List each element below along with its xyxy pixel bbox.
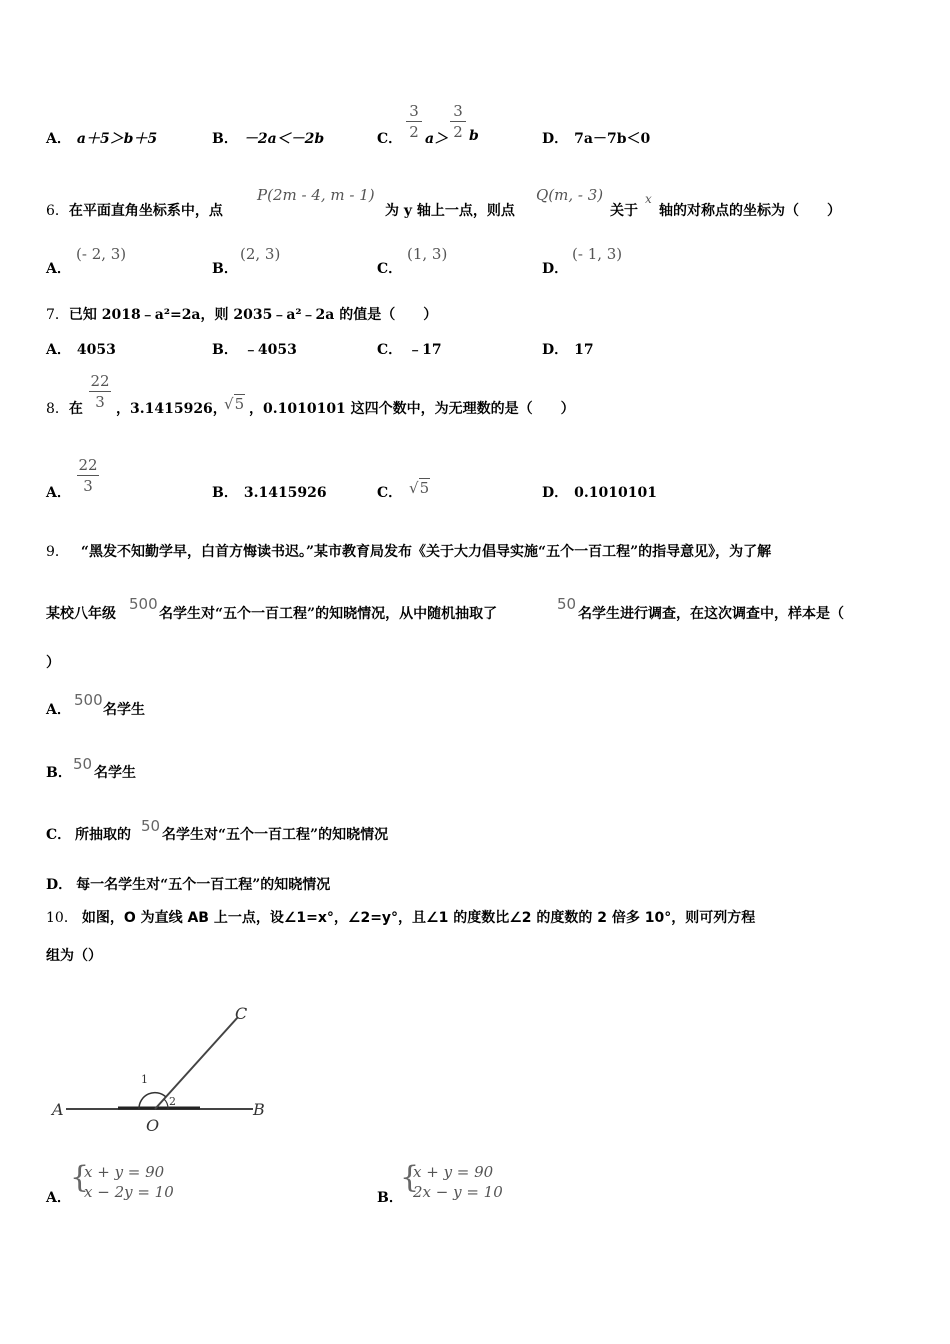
q9-number-500: 500 [129,595,158,613]
q8-fraction: 22 3 [90,372,110,411]
q8-option-a-label: A． [46,485,71,501]
q8-option-a: 22 3 [78,456,98,495]
q9-stem-line-1: 9． “黑发不知勤学早，白首方悔读书迟。”某市教育局发布《关于大力倡导实施“五个一百工程”的指导意见》，为了解 [46,544,772,560]
q5-option-c-b: b [469,128,479,144]
q9-option-c-label: C． [46,827,72,843]
q5-option-b: B． －2a＜－2b [212,131,325,147]
q6-option-a: (- 2, 3) [76,245,127,263]
q7-option-c: C． ﹣17 [377,342,442,358]
q5-option-a: A． a＋5＞b＋5 [46,131,158,147]
ray-oc [155,1017,238,1109]
q7-option-b: B． ﹣4053 [212,342,297,358]
q9-option-c-pre: 所抽取的 [75,827,131,843]
q10-option-b-label: B． [377,1190,403,1206]
q7-stem: 7．已知 2018﹣a²=2a，则 2035﹣a²﹣2a 的值是（ ） [46,307,438,323]
q8-stem-2: ，3.1415926， [116,401,227,417]
point-o-label: O [146,1116,160,1135]
q9-option-b-text: 名学生 [94,765,136,781]
q10-option-a-brace: { [70,1160,90,1195]
q10-angle-figure [48,995,270,1140]
q10-option-a-system: x + y = 90 x − 2y = 10 [84,1163,174,1201]
q9-stem-line-2a: 某校八年级 [46,606,116,622]
q9-option-a-text: 名学生 [103,702,145,718]
q5-option-c-fraction-1: 3 2 [406,102,422,141]
angle-1-label: 1 [141,1073,148,1086]
q9-stem-line-2b: 名学生对“五个一百工程”的知晓情况，从中随机抽取了 [159,606,498,622]
q8-option-c-label: C． [377,485,403,501]
q6-option-d-label: D． [542,261,569,277]
q6-option-c-label: C． [377,261,403,277]
q6-x-var: x [645,192,652,206]
q6-option-a-label: A． [46,261,71,277]
q10-option-b-system: x + y = 90 2x − y = 10 [413,1163,503,1201]
q5-option-c-a: a＞ [425,131,449,147]
q9-option-c-number: 50 [141,817,161,835]
q6-point-q: Q(m, - 3) [536,186,604,204]
point-b-label: B [253,1100,265,1119]
q6-stem: 6．在平面直角坐标系中，点 [46,203,223,219]
angle-2-label: 2 [169,1095,176,1108]
q6-stem-3: 关于 [610,203,638,219]
q10-option-a-label: A． [46,1190,71,1206]
q8-option-c: √5 [409,479,430,497]
q9-option-d: D． 每一名学生对“五个一百工程”的知晓情况 [46,877,331,893]
q10-stem-line-2: 组为（） [46,948,102,964]
q9-option-a-label: A． [46,702,71,718]
q9-number-50: 50 [557,595,577,613]
q7-option-d: D． 17 [542,342,594,358]
q8-option-b: B． 3.1415926 [212,485,327,501]
q6-stem-4: 轴的对称点的坐标为（ ） [659,203,841,219]
q10-option-b-brace: { [400,1160,420,1195]
point-c-label: C [235,1004,248,1023]
q6-option-c: (1, 3) [407,245,448,263]
q9-option-c-text: 名学生对“五个一百工程”的知晓情况 [162,827,389,843]
q5-option-d: D． 7a－7b＜0 [542,131,651,147]
q8-stem: 8．在 [46,401,83,417]
q6-option-d: (- 1, 3) [572,245,623,263]
q6-option-b: (2, 3) [240,245,281,263]
q6-point-p: P(2m - 4, m - 1) [257,186,375,204]
q8-stem-3: ，0.1010101 这四个数中，为无理数的是（ ） [249,401,575,417]
q8-option-d: D． 0.1010101 [542,485,657,501]
q9-option-b-label: B． [46,765,72,781]
point-a-label: A [52,1100,64,1119]
q9-option-a-number: 500 [74,691,103,709]
q6-option-b-label: B． [212,261,238,277]
q9-option-b-number: 50 [73,755,93,773]
q10-stem-line-1: 10． 如图，O 为直线 AB 上一点，设∠1=x°，∠2=y°，且∠1 的度数比∠2 的度数的 2 倍多 10°，则可列方程 [46,910,756,926]
q6-stem-2: 为 y 轴上一点，则点 [385,203,515,219]
q5-option-c-label: C． [377,131,403,147]
q9-stem-line-3: ） [46,655,60,671]
q9-stem-line-2c: 名学生进行调查，在这次调查中，样本是（ [578,606,844,622]
q8-sqrt: √5 [224,395,245,413]
q5-option-c-fraction-2: 3 2 [450,102,466,141]
q7-option-a: A． 4053 [46,342,116,358]
